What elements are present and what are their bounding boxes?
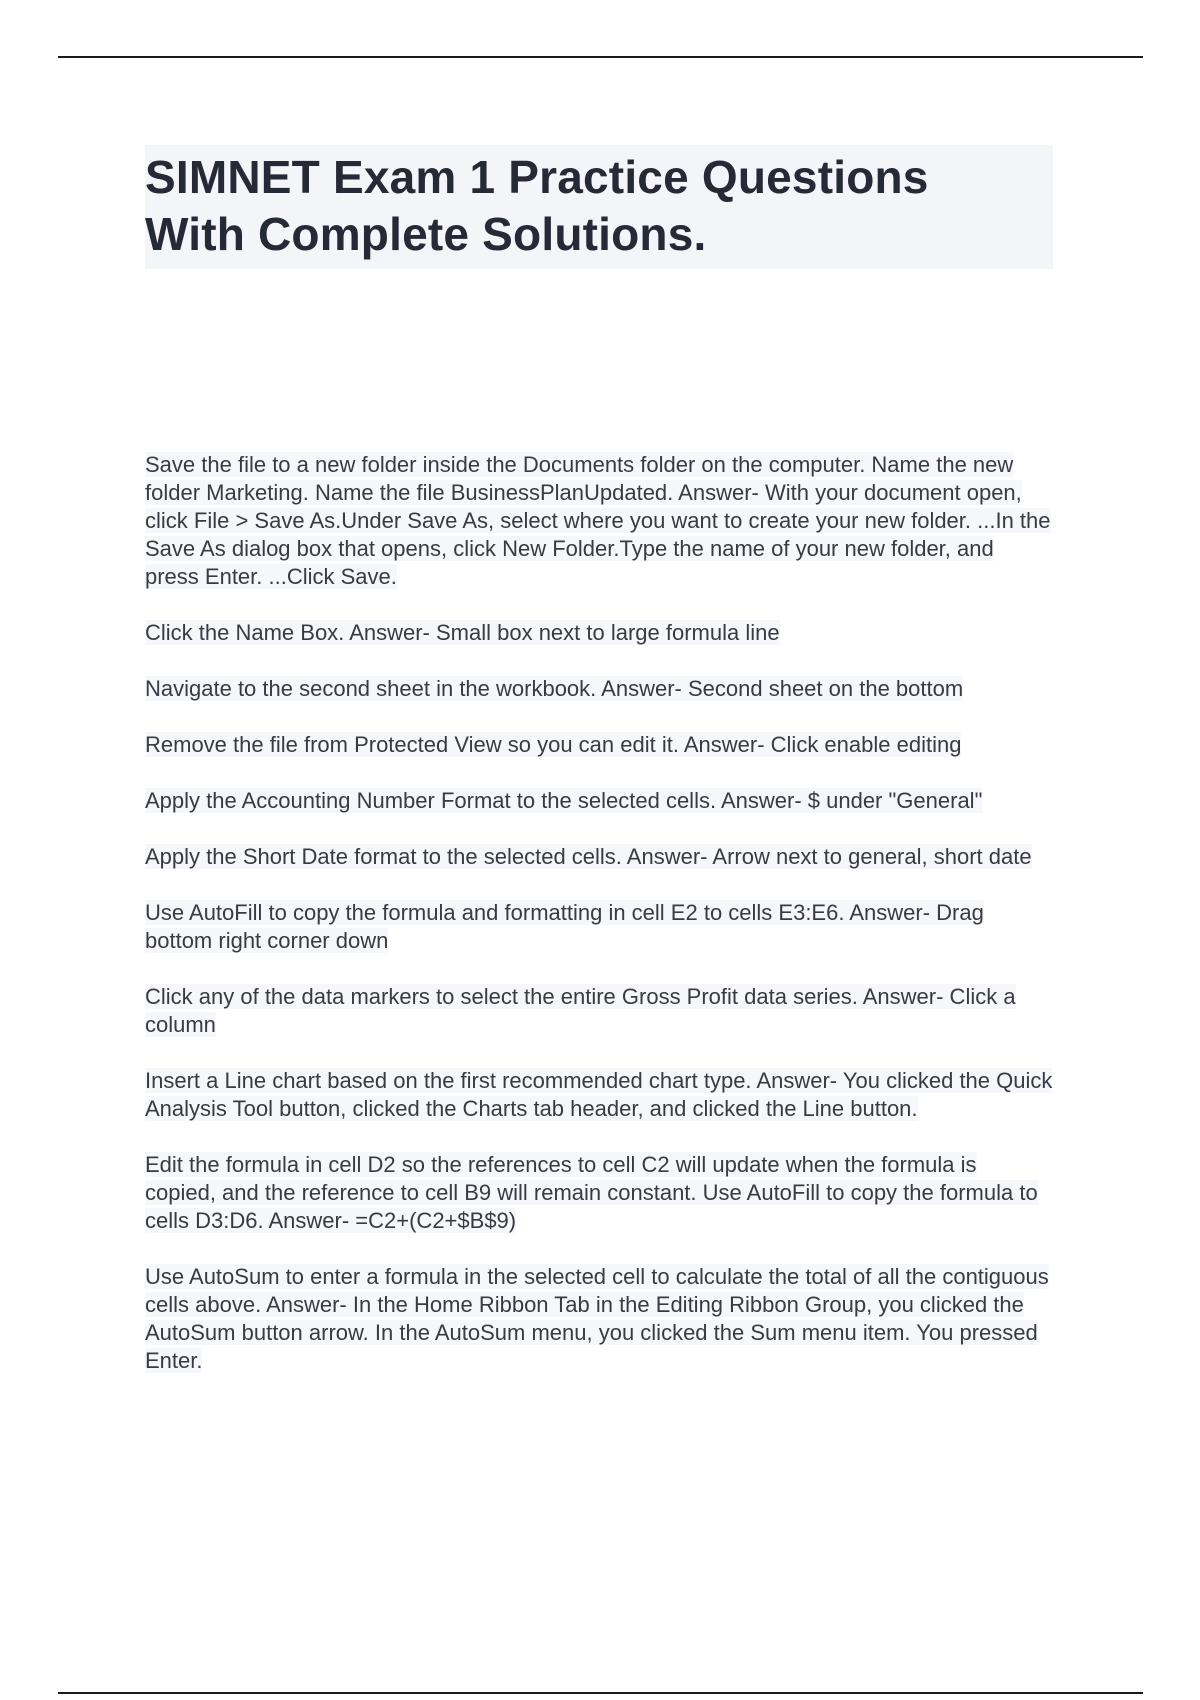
document-title <box>145 149 1053 263</box>
qa-item-text: Insert a Line chart based on the first recommended chart type. Answer- You clicked the Quick Analysis Tool button, clicked the Charts tab header, and clicked the Line button. <box>145 1068 1053 1121</box>
title-block <box>145 145 1053 269</box>
qa-item <box>145 451 1053 591</box>
qa-item <box>145 1067 1053 1123</box>
qa-item-text: Apply the Accounting Number Format to the selected cells. Answer- $ under "General" <box>145 788 983 813</box>
qa-item-text: Click any of the data markers to select the entire Gross Profit data series. Answer- Click a column <box>145 984 1016 1037</box>
qa-item-text: Click the Name Box. Answer- Small box next to large formula line <box>145 620 780 645</box>
title-line-2: With Complete Solutions. <box>145 208 707 260</box>
qa-item <box>145 619 1053 647</box>
qa-item-text: Edit the formula in cell D2 so the references to cell C2 will update when the formula is copied, and the reference to cell B9 will remain constant. Use AutoFill to copy the formula to cells D3:D6. Answer- =C2+(C2+$B$9) <box>145 1152 1038 1233</box>
qa-item-text: Use AutoSum to enter a formula in the selected cell to calculate the total of all the contiguous cells above. Answer- In the Home Ribbon Tab in the Editing Ribbon Group, you clicked the AutoSum button arrow. In the AutoSum menu, you clicked the Sum menu item. You pressed Enter. <box>145 1264 1049 1373</box>
qa-item-text: Apply the Short Date format to the selected cells. Answer- Arrow next to general, short date <box>145 844 1032 869</box>
bottom-rule <box>58 1692 1143 1694</box>
qa-item-text: Save the file to a new folder inside the Documents folder on the computer. Name the new folder Marketing. Name the file BusinessPlanUpdated. Answer- With your document open, click File > Save As.Under Save As, select where you want to create your new folder. ...In the Save As dialog box that opens, click New Folder.Type the name of your new folder, and press Enter. ...Click Save. <box>145 452 1051 589</box>
top-rule <box>58 56 1143 58</box>
qa-item <box>145 787 1053 815</box>
qa-item-text: Use AutoFill to copy the formula and formatting in cell E2 to cells E3:E6. Answer- Drag bottom right corner down <box>145 900 984 953</box>
qa-item <box>145 731 1053 759</box>
question-answer-list <box>145 451 1053 1403</box>
qa-item-text: Remove the file from Protected View so you can edit it. Answer- Click enable editing <box>145 732 962 757</box>
title-line-1: SIMNET Exam 1 Practice Questions <box>145 151 929 203</box>
qa-item <box>145 899 1053 955</box>
qa-item <box>145 983 1053 1039</box>
qa-item <box>145 675 1053 703</box>
qa-item <box>145 1151 1053 1235</box>
qa-item-text: Navigate to the second sheet in the workbook. Answer- Second sheet on the bottom <box>145 676 964 701</box>
qa-item <box>145 1263 1053 1375</box>
qa-item <box>145 843 1053 871</box>
